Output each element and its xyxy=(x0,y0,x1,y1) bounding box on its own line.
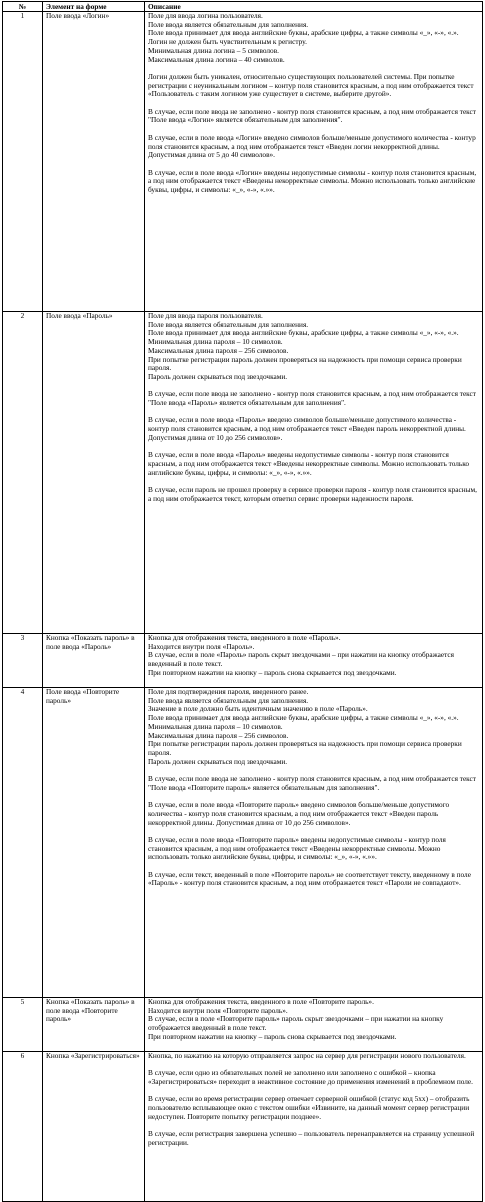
description-paragraph: В случае, если поле ввода не заполнено - контур поля становится красным, а под ним отображается текст "Поле ввода «Повторите пароль» является обязательным для заполнения". xyxy=(148,774,476,792)
table-header-row xyxy=(3,2,483,12)
row-element: Поле ввода «Пароль» xyxy=(43,312,145,634)
row-number: 2 xyxy=(3,312,43,634)
description-paragraph: В случае, если пароль не прошел проверку в сервисе проверки пароля - контур поля становится красным, а под ним отображается текст, которым ответил сервис проверки надежности пароля. xyxy=(148,485,477,503)
header-description: Описание xyxy=(145,2,483,12)
row-description xyxy=(145,1052,483,1202)
row-element: Кнопка «Показать пароль» в поле ввода «Пароль» xyxy=(43,634,145,688)
description-paragraph: В случае, если в поле ввода «Повторите пароль» введены недопустимые символы - контур поля становится красным, а под ним отображается текст «Введены некорректные символы. Можно использовать только английские буквы, цифры, и символы: «_», «-», «.»». xyxy=(148,834,446,862)
row-element: Кнопка «Зарегистрироваться» xyxy=(43,1052,145,1202)
row-number: 5 xyxy=(3,998,43,1052)
description-paragraph: В случае, если в поле ввода «Логин» введено символов больше/меньше допустимого количества - контур поля становится красным, а под ним отображается текст «Введен логин некорректной длины. Допустимая длина от 5 до 40 символов». xyxy=(148,132,476,160)
description-paragraph: В случае, если в поле ввода «Логин» введены недопустимые символы - контур поля становится красным, а под ним отображается текст «Введены некорректные символы. Можно использовать только английские буквы, цифры, и символы: «_», «-», «.»». xyxy=(148,167,477,194)
description-paragraph: В случае, если текст, введенный в поле «Повторите пароль» не соответствует тексту, введенному в поле «Пароль» - контур поля становится красным, а под ним отображается текст «Пароли не совпадают». xyxy=(148,869,471,888)
description-paragraph: Кнопка, по нажатию на которую отправляется запрос на сервер для регистрации нового пользователя. xyxy=(148,1051,466,1060)
description-paragraph: В случае, если поле ввода не заполнено - контур поля становится красным, а под ним отображается текст "Поле ввода «Пароль» является обязательным для заполнения". xyxy=(148,389,476,408)
row-element: Поле ввода «Логин» xyxy=(43,12,145,312)
description-paragraph: Поле для ввода логина пользователя. Поле ввода является обязательным для заполнения. Поле ввода принимает для ввода английские буквы, арабские цифры, а также символы «_», «-», «.». Логин не должен быть чувствительным к регистру. Минимальная длина логина – 5 символов. Максимальная длина логина – 40 символов. xyxy=(148,11,459,64)
description-paragraph: Кнопка для отображения текста, введенного в поле «Повторите пароль». Находится внутри поля «Повторите пароль». В случае, если в поле «Повторите пароль» пароль скрыт звездочками – при нажатии на кнопку отображается введенный в поле текст. При повторном нажатии на кнопку – пароль снова скрывается под звездочками. xyxy=(148,997,444,1041)
requirements-table xyxy=(2,1,483,1202)
description-paragraph: Кнопка для отображения текста, введенного в поле «Пароль». Находится внутри поля «Пароль». В случае, если в поле «Пароль» пароль скрыт звездочками – при нажатии на кнопку отображается введенный в поле текст. При повторном нажатии на кнопку – пароль снова скрывается под звездочками. xyxy=(148,633,454,677)
description-paragraph: Поле для подтверждения пароля, введенного ранее. Поле ввода является обязательным для заполнения. Значение в поле должно быть идентичным значению в поле «Пароль». Поле ввода принимает для ввода английские буквы, арабские цифры, а также символы «_», «-», «.». Минимальная длина пароля – 10 символов. Максимальная длина пароля – 256 символов. При попытке регистрации пароль должен проверяться на надежность при помощи сервиса проверки пароля. Пароль должен скрываться под звездочками. xyxy=(148,687,462,766)
description-paragraph: В случае, если регистрация завершена успешно – пользователь перенаправляется на страницу успешной регистрации. xyxy=(148,1129,475,1147)
header-element: Элемент на форме xyxy=(43,2,145,12)
table-row xyxy=(3,688,483,998)
row-description xyxy=(145,312,483,634)
description-paragraph: В случае, если поле ввода не заполнено - контур поля становится красным, а под ним отображается текст "Поле ввода «Логин» является обязательным для заполнения". xyxy=(148,106,476,125)
description-paragraph: В случае, если в поле ввода «Пароль» введено символов больше/меньше допустимого количества - контур поля становится красным, а под ним отображается текст «Введен пароль некорректной длины. Допустимая длина от 10 до 256 символов». xyxy=(148,415,466,442)
table-row xyxy=(3,312,483,634)
row-description xyxy=(145,998,483,1052)
row-element: Кнопка «Показать пароль» в поле ввода «Повторите пароль» xyxy=(43,998,145,1052)
description-paragraph: В случае, если во время регистрации сервер отвечает серверной ошибкой (статус код 5хх) – отобразить пользователю всплывающее окно с текстом ошибки «Извините, на данный момент сервер регистрации недоступен. Повторите попытку регистрации позднее». xyxy=(148,1094,470,1121)
table-row xyxy=(3,12,483,312)
description-paragraph: В случае, если в поле ввода «Пароль» введены недопустимые символы - контур поля становится красным, а под ним отображается текст «Введены некорректные символы. Можно использовать только английские буквы, цифры, и символы: «_», «-», «.»». xyxy=(148,450,470,477)
table-row xyxy=(3,1052,483,1202)
row-number: 1 xyxy=(3,12,43,312)
description-paragraph: Логин должен быть уникален, относительно существующих пользователей системы. При попытке регистрации с неуникальным логином – контур поля становится красным, а под ним отображается текст «Пользователь с таким логином уже существует в системе, выберите другой». xyxy=(148,71,474,99)
description-paragraph: В случае, если в поле ввода «Повторите пароль» введено символов больше/меньше допустимого количества - контур поля становится красным, а под ним отображается текст «Введен пароль некорректной длины. Допустимая длина от 10 до 256 символов». xyxy=(148,800,450,827)
row-number: 6 xyxy=(3,1052,43,1202)
row-number: 3 xyxy=(3,634,43,688)
row-description xyxy=(145,634,483,688)
table-row xyxy=(3,998,483,1052)
table-row xyxy=(3,634,483,688)
row-number: 4 xyxy=(3,688,43,998)
row-element: Поле ввода «Повторите пароль» xyxy=(43,688,145,998)
description-paragraph: В случае, если одно из обязательных полей не заполнено или заполнено с ошибкой – кнопка «Зарегистрироваться» переходит в неактивное состояние до применения изменений в проблемном поле. xyxy=(148,1068,473,1087)
header-number: № xyxy=(3,2,43,12)
row-description xyxy=(145,12,483,312)
description-paragraph: Поле для ввода пароля пользователя. Поле ввода является обязательным для заполнения. Поле ввода принимает для ввода английские буквы, арабские цифры, а также символы «_», «-», «.». Минимальная длина пароля – 10 символов. Максимальная длина пароля – 256 символов. При попытке регистрации пароль должен проверяться на надежность при помощи сервиса проверки пароля. Пароль должен скрываться под звездочками. xyxy=(148,311,462,381)
row-description xyxy=(145,688,483,998)
